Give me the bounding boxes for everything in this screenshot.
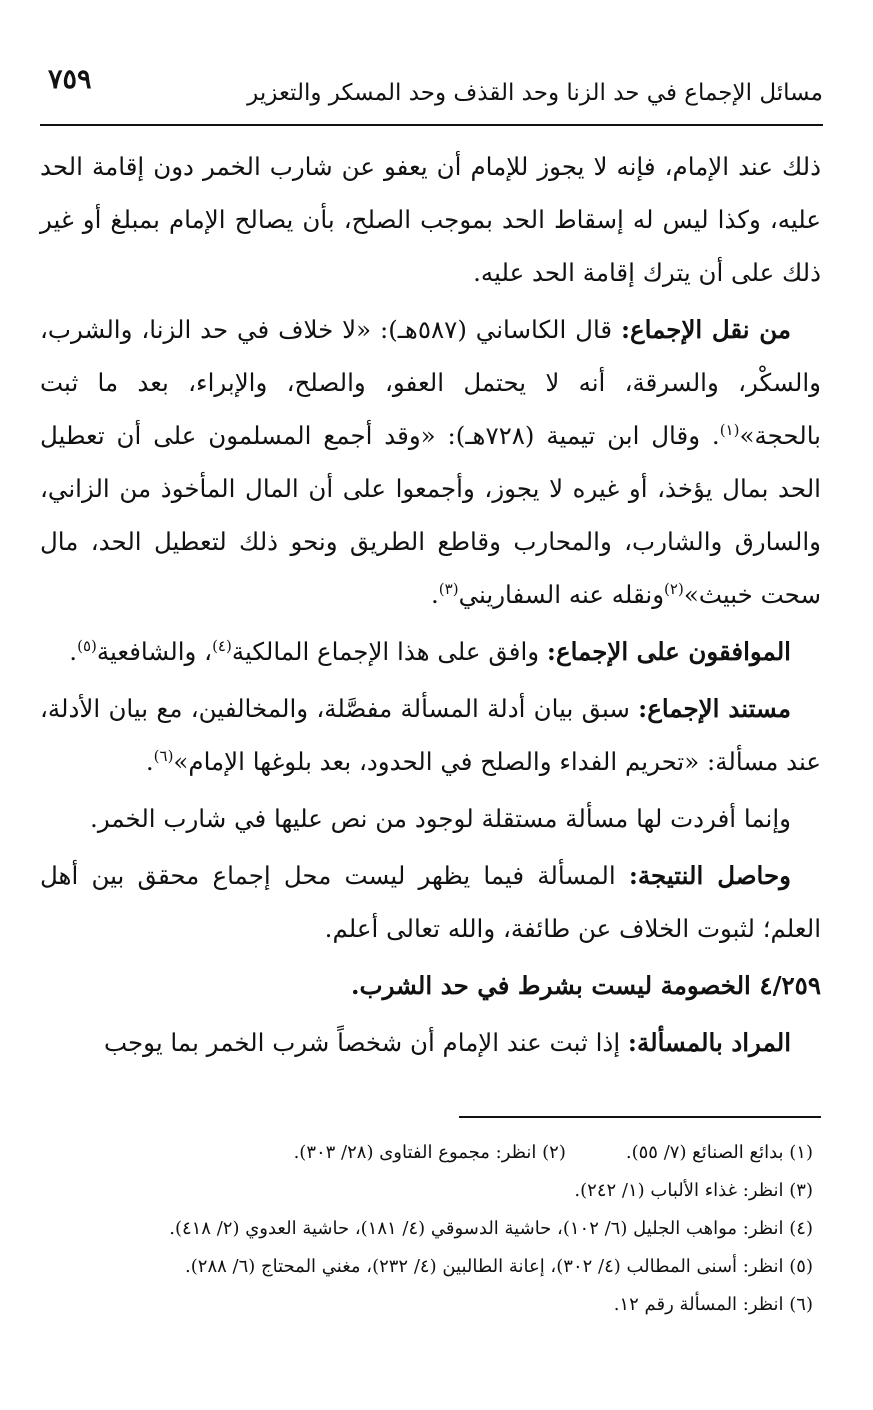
footnote-4: (٤) انظر: مواهب الجليل (٦/ ١٠٢)، حاشية الدسوقي (٤/ ١٨١)، حاشية العدوي (٢/ ٤١٨).	[169, 1218, 813, 1239]
paragraph-lead: من نقل الإجماع:	[621, 315, 792, 344]
paragraph-agreeing-schools	[40, 625, 821, 678]
footnote-ref[interactable]: (١)	[719, 420, 740, 439]
paragraph-lead: وحاصل النتيجة:	[628, 861, 791, 890]
page-number: ٧٥٩	[48, 64, 92, 95]
paragraph-lead: الموافقون على الإجماع:	[546, 637, 791, 666]
running-header-title: مسائل الإجماع في حد الزنا وحد القذف وحد المسكر والتعزير	[247, 80, 823, 106]
paragraph-text: .	[69, 637, 78, 666]
footnote-ref[interactable]: (٢)	[664, 579, 684, 598]
footnote-ref[interactable]: (٤)	[212, 636, 232, 655]
running-header	[40, 62, 823, 118]
footnote-3: (٣) انظر: غذاء الألباب (١/ ٢٤٢).	[574, 1180, 813, 1201]
paragraph-consensus-transmission	[40, 303, 821, 621]
footnote-rule	[459, 1116, 821, 1118]
footnote-ref[interactable]: (٣)	[438, 579, 459, 598]
footnote-ref[interactable]: (٦)	[153, 746, 174, 765]
header-rule	[40, 124, 823, 126]
footnote-ref[interactable]: (٥)	[77, 636, 97, 655]
issue-heading: ٤/٢٥٩ الخصومة ليست بشرط في حد الشرب.	[350, 971, 821, 1000]
footnotes	[40, 1134, 813, 1324]
footnote-5: (٥) انظر: أسنى المطالب (٤/ ٣٠٢)، إعانة الطالبين (٤/ ٢٣٢)، مغني المحتاج (٦/ ٢٨٨).	[185, 1256, 813, 1277]
paragraph-text: ، والشافعية	[96, 637, 213, 666]
paragraph-lead: المراد بالمسألة:	[627, 1028, 791, 1057]
paragraph-text: قال الكاساني (٥٨٧هـ): «لا خلاف في حد الزنا، والشرب، والسكْر، والسرقة، أنه لا يحتمل العفو، والصلح، والإبراء، بعد ما ثبت بالحجة»	[40, 315, 821, 450]
paragraph-issue-meaning	[40, 1016, 821, 1069]
paragraph-conclusion	[40, 849, 821, 955]
paragraph-consensus-basis	[40, 682, 821, 788]
main-text	[40, 140, 821, 1073]
footnote-1: (١) بدائع الصنائع (٧/ ٥٥).	[625, 1142, 813, 1163]
paragraph-note: وإنما أفردت لها مسألة مستقلة لوجود من نص عليها في شارب الخمر.	[90, 804, 791, 833]
paragraph-text: وافق على هذا الإجماع المالكية	[231, 637, 547, 666]
paragraph-text: إذا ثبت عند الإمام أن شخصاً شرب الخمر بما يوجب	[103, 1028, 628, 1057]
paragraph-text: .	[145, 747, 154, 776]
paragraph-text: المسألة فيما يظهر ليست محل إجماع محقق بين أهل العلم؛ لثبوت الخلاف عن طائفة، والله تعالى أعلم.	[40, 861, 821, 943]
paragraph-text: سبق بيان أدلة المسألة مفصَّلة، والمخالفين، مع بيان الأدلة، عند مسألة: «تحريم الفداء والصلح في الحدود، بعد بلوغها الإمام»	[40, 694, 821, 776]
paragraph-text: . وقال ابن تيمية (٧٢٨هـ): «وقد أجمع المسلمون على أن تعطيل الحد بمال يؤخذ، أو غيره لا يجوز، وأجمعوا على أن المال المأخوذ من الزاني، والسارق والشارب، والمحارب وقاطع الطريق ونحو ذلك لتعطيل الحد، مال سحت خبيث»	[40, 421, 821, 609]
paragraph-text: .	[431, 580, 439, 609]
paragraph-continuation: ذلك عند الإمام، فإنه لا يجوز للإمام أن يعفو عن شارب الخمر دون إقامة الحد عليه، وكذا ليس له إسقاط الحد بموجب الصلح، بأن يصالح الإمام بمبلغ أو غير ذلك على أن يترك إقامة الحد عليه.	[40, 152, 821, 287]
footnote-row	[40, 1134, 813, 1172]
paragraph-text: ونقله عنه السفاريني	[458, 580, 665, 609]
footnote-2: (٢) انظر: مجموع الفتاوى (٢٨/ ٣٠٣).	[293, 1142, 566, 1163]
paragraph-lead: مستند الإجماع:	[638, 694, 791, 723]
footnote-6: (٦) انظر: المسألة رقم ١٢.	[613, 1294, 813, 1315]
